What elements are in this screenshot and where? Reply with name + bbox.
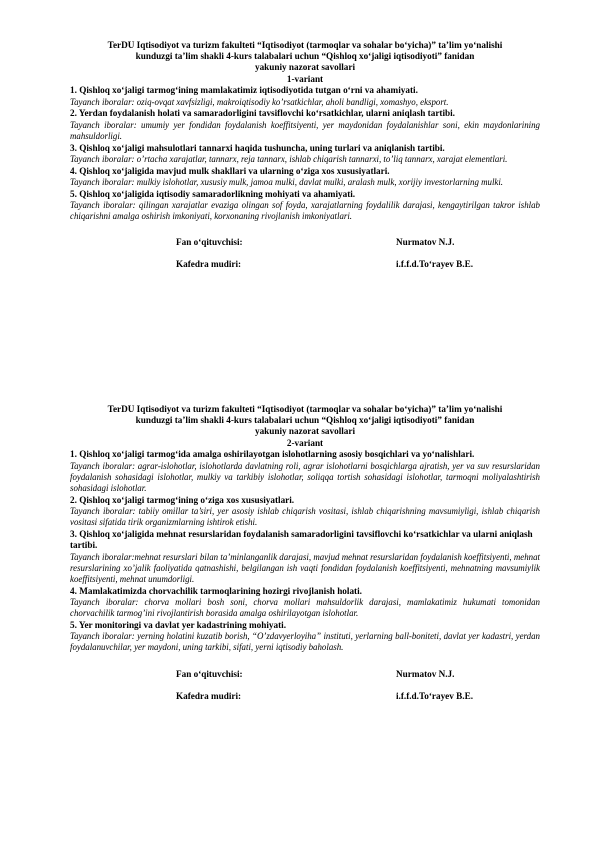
- header-line-3: yakuniy nazorat savollari: [254, 62, 356, 73]
- variant-1-header: [70, 40, 540, 85]
- question-hint: Tayanch iboralar: yerning holatini kuzatib borish, “O’zdavyerloyiha” instituti, yerlarning ball-boniteti, davlat yer kadastri, yerdan foydalanuvchilar, yer maydoni, uning tarkibi, sifati, yerni iqtisodiy baholash.: [70, 631, 540, 653]
- question-hint: Tayanch iboralar: qilingan xarajatlar evaziga olingan sof foyda, xarajatlarning foydalilik darajasi, kengaytirilgan takror ishlab chiqarishni amalga oshirish imkoniyati, korxonaning rivojlanish imkoniyatlari.: [70, 199, 540, 222]
- teacher-name: Nurmatov N.J.: [396, 237, 455, 248]
- question-hint: Tayanch iboralar: agrar-islohotlar, islohotlarda davlatning roli, agrar islohotlarni bosqichlarga ajratish, yer va suv resurslaridan foydalanish sohasidagi islohotlar, mulkiy va tarkibiy islohotlar, soliqqa tortish sohasidagi islohotlar, tarmoqni moliyalashtirish sohasidagi islohotlar.: [70, 460, 540, 494]
- variant-2-header: [70, 404, 540, 449]
- question-hint: Tayanch iboralar:mehnat resurslari bilan ta’minlanganlik darajasi, mavjud mehnat resurslaridan foydalanish koeffitsiyenti, mehnat resurslarining xo’jalik faoliyatida qatnashishi, belgilangan ish vaqti fondidan foydalanish koeffitsiyenti, mehnatning mavsumiylik koeffitsiyenti, mehnat unumdorligi.: [70, 551, 540, 584]
- question-hint: Tayanch iboralar: o’rtacha xarajatlar, tannarx, reja tannarx, ishlab chiqarish tannarxi, to’liq tannarx, xarajat elementlari.: [70, 153, 508, 164]
- question-title: 3. Qishloq xo‘jaligida mehnat resurslaridan foydalanish samaradorligini tavsiflovchi ko‘rsatkichlar va ularni aniqlash tartibi.: [70, 528, 533, 551]
- question-hint: Tayanch iboralar: oziq-ovqat xavfsizligi, makroiqtisodiy ko’rsatkichlar, aholi bandligi, xomashyo, eksport.: [70, 96, 449, 107]
- head-signature-row: [70, 690, 540, 712]
- question-title: 1. Qishloq xo‘jaligi tarmog‘ining mamlakatimiz iqtisodiyotida tutgan o‘rni va ahamiyati.: [70, 85, 418, 96]
- question-title: 3. Qishloq xo‘jaligi mahsulotlari tannarxi haqida tushuncha, uning turlari va aniqlanish tartibi.: [70, 142, 445, 153]
- variant-label: 1-variant: [286, 73, 324, 84]
- question-title: 5. Qishloq xo‘jaligida iqtisodiy samaradorlikning mohiyati va ahamiyati.: [70, 188, 356, 199]
- variant-1-block: [70, 40, 540, 280]
- header-line-1: TerDU Iqtisodiyot va turizm fakulteti “Iqtisodiyot (tarmoqlar va sohalar bo‘yicha)” ta’lim yo‘nalishi: [107, 40, 503, 50]
- question-hint: Tayanch iboralar: mulkiy islohotlar, xususiy mulk, jamoa mulki, davlat mulki, aralash mulk, xorijiy investorlarning mulki.: [70, 176, 504, 187]
- header-line-3: yakuniy nazorat savollari: [254, 426, 356, 437]
- question-title: 2. Yerdan foydalanish holati va samaradorligini tavsiflovchi ko‘rsatkichlar, ularni aniqlash tartibi.: [70, 108, 455, 119]
- head-label: Kafedra mudiri:: [176, 690, 242, 701]
- question-hint: Tayanch iboralar: chorva mollari bosh soni, chorva mollari mahsuldorlik darajasi, mamlakatimiz hukumati tomonidan chorvachilik tarmog’ini rivojlantirish borasida amalga oshirilayotgan islohotlar.: [70, 596, 540, 619]
- question-title: 1. Qishloq xo‘jaligi tarmog‘ida amalga oshirilayotgan islohotlarning asosiy bosqichlari va yo‘nalishlari.: [70, 449, 475, 460]
- head-label: Kafedra mudiri:: [176, 259, 242, 270]
- head-name: i.f.f.d.To‘rayev B.E.: [396, 690, 473, 701]
- teacher-label: Fan o‘qituvchisi:: [176, 668, 243, 679]
- teacher-signature-row: [70, 236, 540, 258]
- head-name: i.f.f.d.To‘rayev B.E.: [396, 259, 473, 270]
- header-line-2: kunduzgi ta’lim shakli 4-kurs talabalari uchun “Qishloq xo‘jaligi iqtisodiyoti” fanidan: [135, 51, 475, 62]
- header-line-2: kunduzgi ta’lim shakli 4-kurs talabalari uchun “Qishloq xo‘jaligi iqtisodiyoti” fanidan: [135, 415, 475, 426]
- teacher-label: Fan o‘qituvchisi:: [176, 237, 243, 248]
- question-hint: Tayanch iboralar: umumiy yer fondidan foydalanish koeffitsiyenti, yer maydonidan foydalanishlar soni, ekin maydonlarining mahsuldorligi.: [70, 119, 540, 141]
- variant-2-block: [70, 404, 540, 712]
- variant-label: 2-variant: [286, 437, 324, 448]
- question-title: 4. Qishloq xo‘jaligida mavjud mulk shakllari va ularning o‘ziga xos xususiyatlari.: [70, 165, 390, 176]
- head-signature-row: [70, 258, 540, 280]
- teacher-name: Nurmatov N.J.: [396, 668, 455, 679]
- question-title: 4. Mamlakatimizda chorvachilik tarmoqlarining hozirgi rivojlanish holati.: [70, 585, 362, 596]
- question-title: 2. Qishloq xo‘jaligi tarmog‘ining o‘ziga xos xususiyatlari.: [70, 494, 295, 505]
- question-title: 5. Yer monitoringi va davlat yer kadastrining mohiyati.: [70, 619, 286, 630]
- question-hint: Tayanch iboralar: tabiiy omillar ta’siri, yer asosiy ishlab chiqarish vositasi, ishlab chiqarishning mavsumiyligi, ishlab chiqarish vositasi sifatida tirik organizmlarning ishtirok etishi.: [70, 506, 540, 528]
- teacher-signature-row: [70, 668, 540, 690]
- header-line-1: TerDU Iqtisodiyot va turizm fakulteti “Iqtisodiyot (tarmoqlar va sohalar bo‘yicha)” ta’lim yo‘nalishi: [107, 404, 503, 414]
